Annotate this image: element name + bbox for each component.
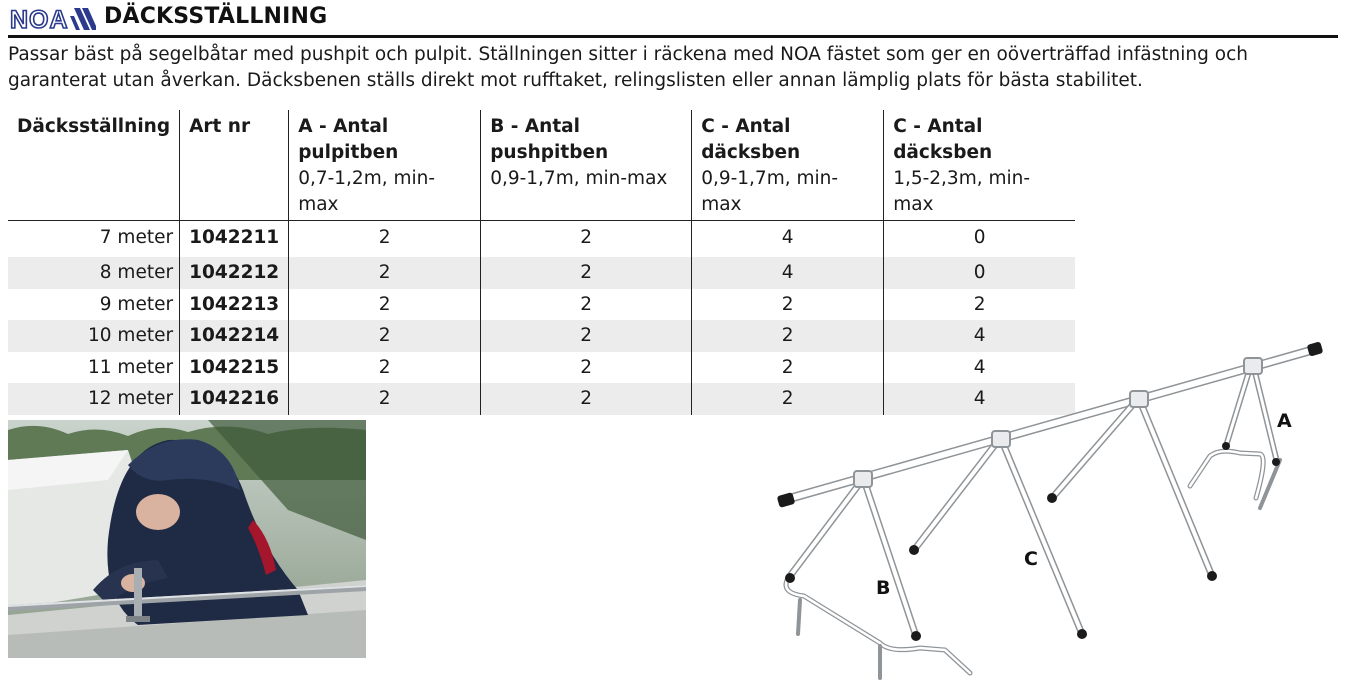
col-header-c2: C - Antal däcksben 1,5-2,3m, min-max xyxy=(884,110,1076,221)
cell-a: 2 xyxy=(289,320,481,352)
noa-logo xyxy=(8,6,96,32)
col-header-a: A - Antal pulpitben 0,7-1,2m, min-max xyxy=(289,110,481,221)
cell-c1: 2 xyxy=(692,320,884,352)
cell-c2: 4 xyxy=(884,383,1076,415)
cell-c2: 4 xyxy=(884,352,1076,384)
table-row xyxy=(8,289,1075,321)
intro-text: Passar bäst på segelbåtar med pushpit och pulpit. Ställningen sitter i räckena med NOA fästet som ger en oöverträffad infästning och garanterat utan åverkan. Däcksbenen ställs direkt mot rufftaket, relingslisten eller annan lämplig plats för bästa stabilitet. xyxy=(8,44,1248,91)
cell-artnr: 1042212 xyxy=(180,257,289,289)
cell-b: 2 xyxy=(481,383,692,415)
table-row xyxy=(8,221,1075,258)
cell-b: 2 xyxy=(481,221,692,258)
label-b: B xyxy=(876,577,891,599)
cell-length: 11 meter xyxy=(88,356,174,378)
cell-artnr: 1042213 xyxy=(180,289,289,321)
cell-c1: 4 xyxy=(692,257,884,289)
table-header-row xyxy=(8,110,1075,221)
cell-a: 2 xyxy=(289,289,481,321)
cell-artnr: 1042215 xyxy=(180,352,289,384)
cell-c1: 4 xyxy=(692,221,884,258)
cell-length: 12 meter xyxy=(8,383,180,415)
cell-c1: 2 xyxy=(692,383,884,415)
cell-a: 2 xyxy=(289,383,481,415)
cell-a: 2 xyxy=(289,221,481,258)
col-header-c1: C - Antal däcksben 0,9-1,7m, min-max xyxy=(692,110,884,221)
cell-c2: 0 xyxy=(884,257,1076,289)
cell-length: 7 meter xyxy=(99,227,174,248)
page-title: DÄCKSSTÄLLNING xyxy=(104,4,328,29)
cell-c2: 4 xyxy=(884,320,1076,352)
installation-photo xyxy=(8,420,366,658)
frame-diagram xyxy=(770,338,1330,684)
cell-length: 10 meter xyxy=(8,320,180,352)
cell-length: 9 meter xyxy=(99,293,174,315)
cell-c1: 2 xyxy=(692,289,884,321)
cell-artnr: 1042211 xyxy=(180,221,289,258)
cell-b: 2 xyxy=(481,257,692,289)
label-c: C xyxy=(1024,548,1038,570)
cell-b: 2 xyxy=(481,320,692,352)
cell-c2: 0 xyxy=(884,221,1076,258)
table-row xyxy=(8,257,1075,289)
col-header-artnr: Art nr xyxy=(180,110,289,221)
col-header-b: B - Antal pushpitben 0,9-1,7m, min-max xyxy=(481,110,692,221)
cell-c1: 2 xyxy=(692,352,884,384)
col-header-length: Däcksställning xyxy=(17,116,171,137)
cell-a: 2 xyxy=(289,257,481,289)
cell-b: 2 xyxy=(481,352,692,384)
cell-artnr: 1042214 xyxy=(180,320,289,352)
title-divider xyxy=(8,35,1338,38)
svg-text:NOA: NOA xyxy=(10,6,69,32)
cell-a: 2 xyxy=(289,352,481,384)
cell-b: 2 xyxy=(481,289,692,321)
cell-c2: 2 xyxy=(884,289,1076,321)
label-a: A xyxy=(1277,410,1292,432)
cell-artnr: 1042216 xyxy=(180,383,289,415)
cell-length: 8 meter xyxy=(8,257,180,289)
